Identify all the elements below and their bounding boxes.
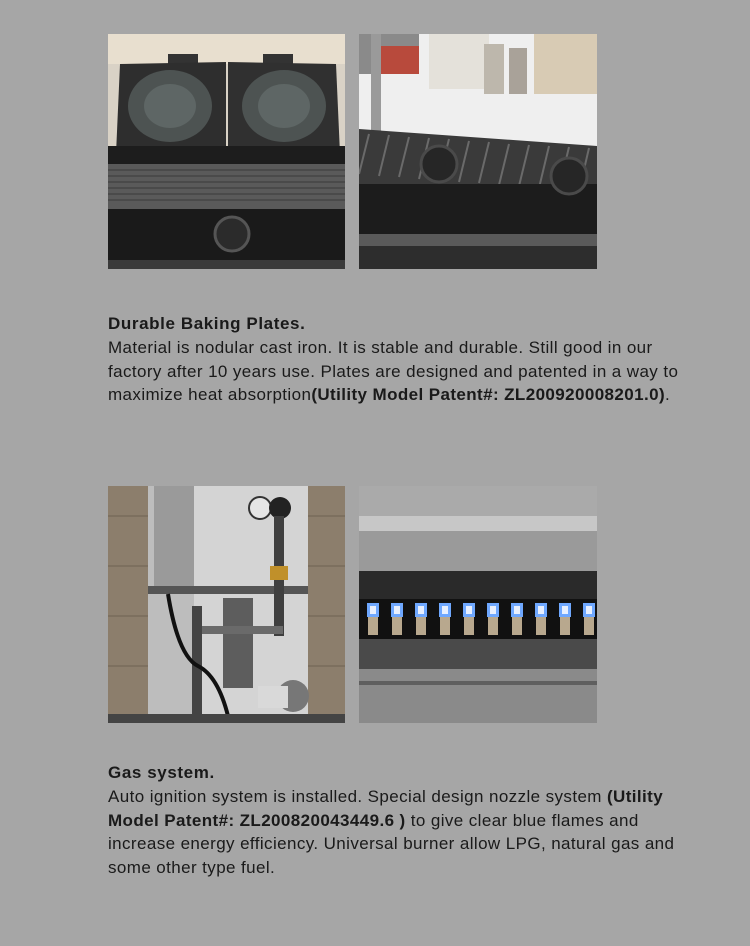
gas-system-description: [108, 763, 708, 879]
gas-system-body: [108, 785, 708, 879]
gas-system-piping-photo: [108, 486, 345, 723]
gas-system-body-text: Auto ignition system is installed. Special design nozzle system: [108, 787, 602, 806]
baking-plates-description: [108, 314, 708, 407]
baking-plates-photo-right: [359, 34, 597, 269]
gas-system-body-end: to give clear blue flames and increase energy efficiency. Universal burner allow LPG, natural gas and some other type fuel.: [108, 810, 675, 877]
baking-plates-body-text: Material is nodular cast iron. It is stable and durable. Still good in our factory after 10 years use. Plates are designed and patented in a way to maximize heat absorption: [108, 338, 679, 404]
gas-system-heading: Gas system.: [108, 763, 215, 782]
burner-flames-photo: [359, 486, 597, 723]
baking-plates-heading: Durable Baking Plates.: [108, 314, 306, 333]
baking-plates-patent-number: (Utility Model Patent#: ZL200920008201.0): [311, 385, 666, 404]
baking-plates-body-end: .: [665, 385, 671, 404]
gas-system-patent-number: (Utility Model Patent#: ZL200820043449.6 ): [108, 787, 664, 830]
baking-plates-body: [108, 336, 708, 407]
baking-plates-photo-left: [108, 34, 345, 269]
